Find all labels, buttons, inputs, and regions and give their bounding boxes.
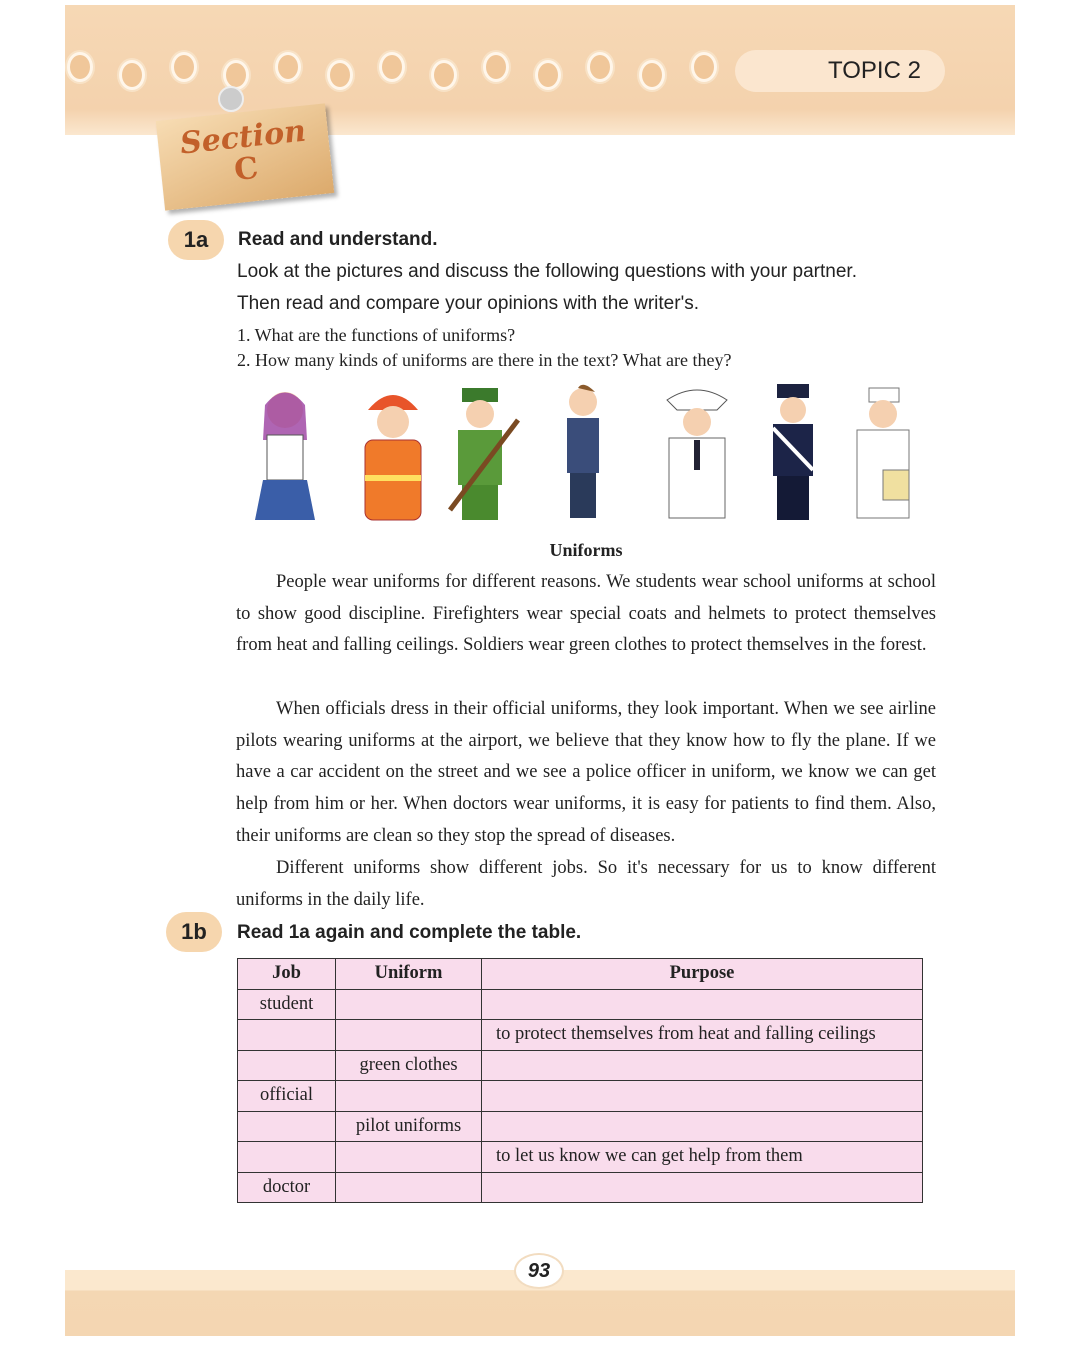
blank-cell[interactable] bbox=[238, 1050, 336, 1081]
table-cell: to protect themselves from heat and falling ceilings bbox=[482, 1020, 923, 1051]
blank-cell[interactable] bbox=[482, 1111, 923, 1142]
table-row bbox=[238, 1050, 923, 1081]
question: 1. What are the functions of uniforms? bbox=[237, 325, 516, 345]
pin-icon bbox=[218, 86, 244, 112]
ring-decoration bbox=[119, 60, 145, 90]
ring-decoration bbox=[691, 52, 717, 82]
table-cell: official bbox=[238, 1081, 336, 1112]
table-row bbox=[238, 1172, 923, 1203]
paragraph: Different uniforms show different jobs. So it's necessary for us to know different uniforms in the daily life. bbox=[236, 858, 936, 910]
text-title: Uniforms bbox=[549, 540, 623, 560]
ring-decoration bbox=[379, 52, 405, 82]
section-sign bbox=[156, 103, 334, 210]
topic-label: TOPIC 2 bbox=[828, 57, 921, 84]
blank-cell[interactable] bbox=[238, 1111, 336, 1142]
firefighter-illustration bbox=[353, 380, 433, 525]
exercise-badge-1a: 1a bbox=[168, 220, 224, 260]
column-header: Uniform bbox=[336, 959, 482, 990]
ring-decoration bbox=[67, 52, 93, 82]
student-illustration bbox=[245, 380, 325, 525]
table-header-row bbox=[238, 959, 923, 990]
ring-decoration bbox=[171, 52, 197, 82]
decorative-rings bbox=[65, 52, 735, 92]
table-cell: doctor bbox=[238, 1172, 336, 1203]
table-row bbox=[238, 1081, 923, 1112]
uniform-illustrations bbox=[245, 380, 925, 525]
police-officer-illustration bbox=[753, 380, 833, 525]
ring-decoration bbox=[587, 52, 613, 82]
ring-decoration bbox=[483, 52, 509, 82]
blank-cell[interactable] bbox=[336, 989, 482, 1020]
column-header: Purpose bbox=[482, 959, 923, 990]
table-row bbox=[238, 1111, 923, 1142]
heading-1b: Read 1a again and complete the table. bbox=[237, 922, 582, 943]
ring-decoration bbox=[431, 60, 457, 90]
section-letter: C bbox=[232, 150, 261, 189]
ring-decoration bbox=[275, 52, 301, 82]
blank-cell[interactable] bbox=[482, 989, 923, 1020]
blank-cell[interactable] bbox=[336, 1172, 482, 1203]
soldier-illustration bbox=[440, 380, 520, 525]
heading-1a: Read and understand. bbox=[238, 229, 438, 250]
instruction-line: Then read and compare your opinions with the writer's. bbox=[237, 293, 699, 314]
table-cell: student bbox=[238, 989, 336, 1020]
table-cell: pilot uniforms bbox=[336, 1111, 482, 1142]
paragraph: People wear uniforms for different reasons. We students wear school uniforms at school to show good discipline. Firefighters wear special coats and helmets to protect themselves from heat and falling ceilings. Soldiers wear green clothes to protect themselves in the forest. bbox=[236, 572, 936, 656]
doctor-illustration bbox=[843, 380, 923, 525]
pilot-illustration bbox=[657, 380, 737, 525]
blank-cell[interactable] bbox=[336, 1081, 482, 1112]
ring-decoration bbox=[535, 60, 561, 90]
blank-cell[interactable] bbox=[238, 1020, 336, 1051]
blank-cell[interactable] bbox=[482, 1050, 923, 1081]
table-cell: to let us know we can get help from them bbox=[482, 1142, 923, 1173]
blank-cell[interactable] bbox=[336, 1142, 482, 1173]
official-illustration bbox=[543, 380, 623, 525]
blank-cell[interactable] bbox=[482, 1081, 923, 1112]
ring-decoration bbox=[639, 60, 665, 90]
ring-decoration bbox=[327, 60, 353, 90]
table-row bbox=[238, 1142, 923, 1173]
blank-cell[interactable] bbox=[238, 1142, 336, 1173]
paragraph: When officials dress in their official uniforms, they look important. When we see airline pilots wearing uniforms at the airport, we believe that they know how to fly the plane. If we have a car accident on the street and we see a police officer in uniform, we know we can get help from him or her. When doctors wear uniforms, it is easy for patients to find them. Also, their uniforms are clean so they stop the spread of diseases. bbox=[236, 699, 936, 846]
blank-cell[interactable] bbox=[336, 1020, 482, 1051]
table-cell: green clothes bbox=[336, 1050, 482, 1081]
column-header: Job bbox=[238, 959, 336, 990]
exercise-badge-1b: 1b bbox=[166, 912, 222, 952]
instruction-line: Look at the pictures and discuss the following questions with your partner. bbox=[237, 261, 857, 282]
table-row bbox=[238, 989, 923, 1020]
question: 2. How many kinds of uniforms are there in the text? What are they? bbox=[237, 350, 732, 370]
table-row bbox=[238, 1020, 923, 1051]
blank-cell[interactable] bbox=[482, 1172, 923, 1203]
section-word: Section bbox=[178, 113, 308, 162]
completion-table bbox=[237, 958, 923, 1203]
page-number: 93 bbox=[516, 1255, 562, 1287]
